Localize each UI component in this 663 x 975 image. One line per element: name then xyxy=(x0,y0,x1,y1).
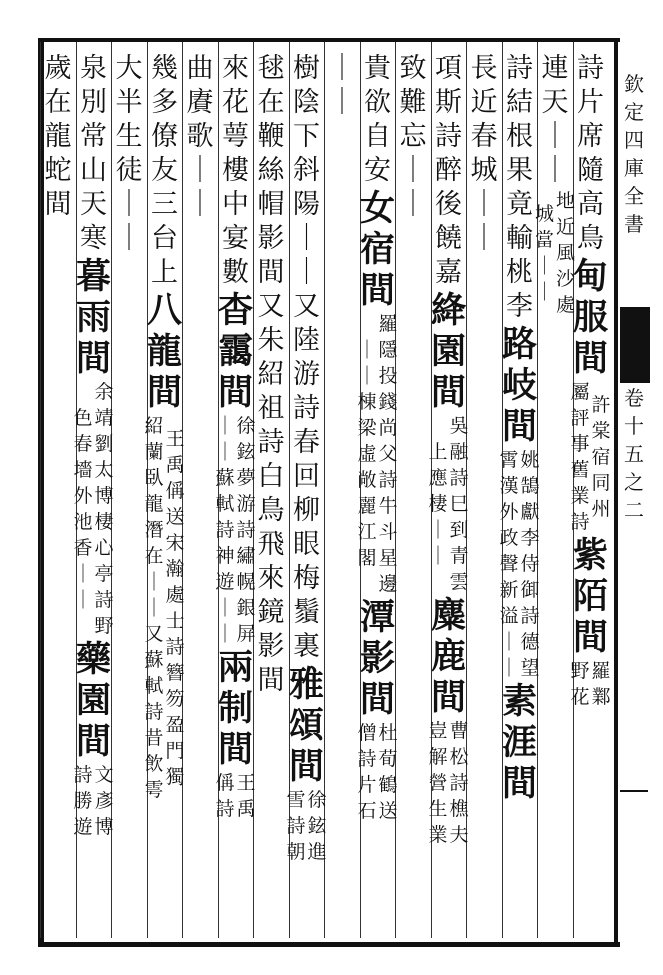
entry-heading: 藥 園 間 xyxy=(75,639,111,762)
entry-heading: 絳 園 間 xyxy=(430,290,466,413)
annotation-line: 徐 鉉 夢 游 詩 繡 幌 銀 屏 xyxy=(236,415,256,645)
annotation xyxy=(499,447,540,681)
annotation xyxy=(357,720,398,824)
body-text: 連 天 ｜ ｜ xyxy=(541,53,569,186)
body-text: 大 半 生 徒 ｜ ｜ xyxy=(115,53,143,254)
annotation-line: 霄 漢 外 政 聲 新 溢 ｜ ｜ xyxy=(499,449,519,679)
body-text: 貴 欲 自 安 xyxy=(364,53,391,186)
entry-heading: 女 宿 間 xyxy=(359,188,395,311)
annotation xyxy=(535,188,576,318)
annotation-line: 僧 詩 片 石 xyxy=(357,722,377,822)
body-text: 毬 在 鞭 絲 帽 影 間 又 朱 紹 祖 詩 白 鳥 飛 來 鏡 影 間 xyxy=(257,53,285,696)
margin-volume-label: 卷 十 五 之 二 xyxy=(624,386,644,522)
annotation xyxy=(215,770,256,822)
body-text: 樹 陰 下 斜 陽 ｜ ｜ 又 陸 游 詩 春 回 柳 眼 梅 鬚 裏 xyxy=(293,53,320,662)
annotation-line: 文 彥 博 xyxy=(94,764,114,838)
entry-heading: 雅 頌 間 xyxy=(288,664,324,787)
annotation-line: 屬 評 事 舊 業 詩 xyxy=(570,381,590,533)
annotation-line: 杜 荀 鶴 送 xyxy=(378,722,398,822)
annotation-line: 吳 融 詩 巳 到 青 雲 xyxy=(449,415,469,593)
annotation-line: 姚 鵠 獻 李 侍 御 詩 德 望 xyxy=(520,449,540,679)
annotation-line: 上 應 棲 ｜ ｜ xyxy=(428,441,448,567)
annotation-line: 詩 勝 遊 xyxy=(73,764,93,838)
annotation-line: 余 靖 劉 太 博 棲 心 亭 詩 野 xyxy=(94,381,114,637)
annotation-line: 豈 解 營 生 業 xyxy=(428,720,448,846)
entry-heading: 兩 制 間 xyxy=(217,647,253,770)
annotation xyxy=(286,787,327,865)
annotation-line: ｜ ｜ 棟 梁 虛 敞 麗 江 閣 xyxy=(357,339,377,569)
body-text: 曲 賡 歌 ｜ ｜ xyxy=(186,53,214,220)
body-text: 詩 結 根 果 竟 輸 桃 李 xyxy=(506,53,533,322)
annotation-line: 許 棠 宿 同 州 xyxy=(591,394,611,520)
annotation-line: 徐 鉉 進 xyxy=(307,789,327,863)
fish-tail-mark xyxy=(620,307,650,383)
annotation xyxy=(73,762,114,840)
body-text: 詩 片 席 隨 高 鳥 xyxy=(577,53,604,254)
entry-heading: 潭 影 間 xyxy=(359,597,395,720)
entry-heading: 素 涯 間 xyxy=(501,681,537,804)
annotation xyxy=(357,311,398,597)
annotation-line: 地 近 風 沙 處 xyxy=(555,190,575,316)
entry-heading: 甸 服 間 xyxy=(572,256,608,379)
annotation-line: 城 當 ｜ ｜ xyxy=(534,203,554,303)
annotation xyxy=(570,379,611,535)
entry-heading: 路 岐 間 xyxy=(501,324,537,447)
body-text: 致 難 忘 ｜ ｜ xyxy=(399,53,427,220)
annotation-line: 雪 詩 朝 xyxy=(286,789,306,863)
annotation xyxy=(73,379,114,639)
body-text: 泉 別 常 山 天 寒 xyxy=(80,53,107,254)
page-margin xyxy=(614,52,654,932)
margin-book-title: 欽 定 四 庫 全 書 xyxy=(624,72,644,236)
margin-rule xyxy=(620,790,648,792)
annotation-line: 野 花 xyxy=(570,660,590,708)
annotation-line: 曹 松 詩 樵 夫 xyxy=(449,720,469,846)
entry-heading: 麋 鹿 間 xyxy=(430,595,466,718)
annotation-line: 紹 蘭 臥 龍 潛 在 ｜ ｜ 又 蘇 軾 詩 昔 飲 雩 xyxy=(144,415,164,801)
text-column xyxy=(37,52,79,932)
body-text: ｜ ｜ xyxy=(328,53,356,118)
annotation-line: 王 禹 xyxy=(236,772,256,820)
annotation xyxy=(144,413,185,803)
annotation-line: 羅 隱 投 錢 尚 父 詩 牛 斗 星 邊 xyxy=(378,313,398,595)
annotation-line: 王 禹 偁 送 宋 瀚 處 士 詩 簪 笏 盈 門 獨 xyxy=(165,428,185,788)
annotation-line: 羅 鄴 xyxy=(591,660,611,708)
body-text: 幾 多 僚 友 三 台 上 xyxy=(151,53,178,288)
annotation xyxy=(570,658,611,710)
annotation-line: ｜ ｜ 蘇 軾 詩 神 遊 ｜ ｜ xyxy=(215,415,235,645)
body-text: 來 花 萼 樓 中 宴 數 xyxy=(222,53,249,288)
annotation xyxy=(215,413,256,647)
entry-heading: 杳 靄 間 xyxy=(217,290,253,413)
body-text: 長 近 春 城 ｜ ｜ xyxy=(470,53,498,254)
entry-heading: 八 龍 間 xyxy=(146,290,182,413)
annotation-line: 色 春 墻 外 池 香 ｜ ｜ xyxy=(73,407,93,611)
annotation xyxy=(428,413,469,595)
entry-heading: 暮 雨 間 xyxy=(75,256,111,379)
body-text: 項 斯 詩 醉 後 饒 嘉 xyxy=(435,53,462,288)
body-text: 歲 在 龍 蛇 間 xyxy=(44,53,72,220)
annotation xyxy=(428,718,469,848)
entry-heading: 紫 陌 間 xyxy=(572,535,608,658)
annotation-line: 偁 詩 xyxy=(215,772,235,820)
